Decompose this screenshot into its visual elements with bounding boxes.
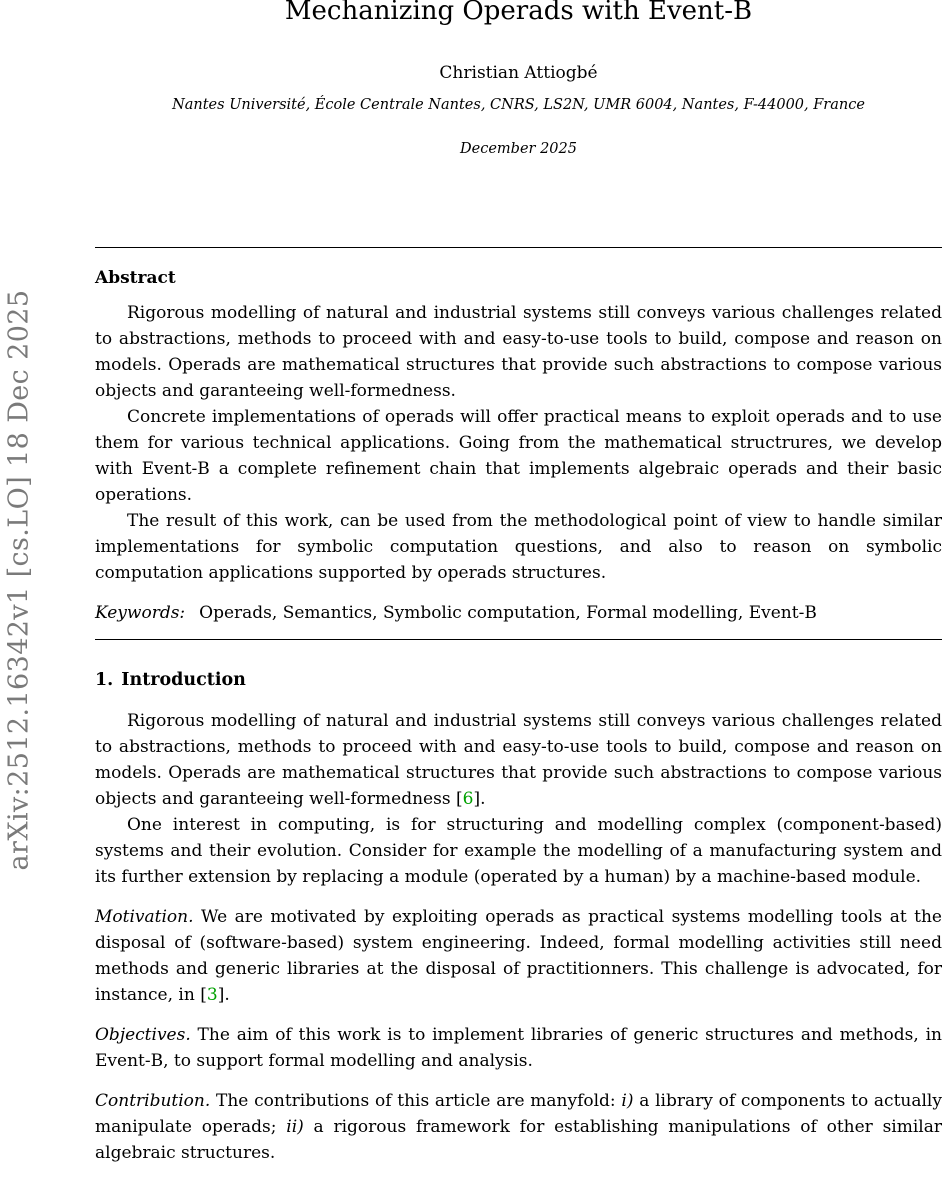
- citation-link[interactable]: 3: [206, 985, 218, 1005]
- keywords-list: Operads, Semantics, Symbolic computation, Formal modelling, Event-B: [199, 603, 817, 623]
- abstract-heading: Abstract: [95, 268, 176, 288]
- abstract-paragraph: Concrete implementations of operads will offer practical means to exploit operads and to use them for various technical applications. Going from the mathematical structrures, we develop with Event-B a complete refinement chain that implements algebraic operads and their basic operations.: [95, 407, 942, 505]
- abstract-paragraph: The result of this work, can be used from the methodological point of view to handle similar implementations for symbolic computation questions, and also to reason on symbolic computation applications supported by operads structures.: [95, 511, 942, 583]
- section-title: Introduction: [121, 670, 246, 690]
- paragraph-text: The aim of this work is to implement libraries of generic structures and methods, in Event-B, to support formal modelling and analysis.: [95, 1025, 942, 1071]
- paper-title: Mechanizing Operads with Event-B: [284, 0, 753, 26]
- section-heading-introduction: [95, 668, 246, 692]
- abstract-body: [95, 300, 942, 626]
- arxiv-sidebar: [3, 260, 35, 900]
- intro-paragraph: Rigorous modelling of natural and industrial systems still conveys various challenges related to abstractions, methods to proceed with and easy-to-use tools to build, compose and reason on models. Operads are mathematical structures that provide such abstractions to compose various objects and garanteeing well-formedness [6].: [95, 711, 942, 809]
- abstract-bottom-rule: [95, 639, 942, 640]
- contribution-paragraph: [95, 1088, 942, 1166]
- objectives-paragraph: [95, 1022, 942, 1074]
- author-name: Christian Attiogbé: [439, 63, 598, 83]
- paragraph-text: We are motivated by exploiting operads as practical systems modelling tools at the disposal of (software-based) system engineering. Indeed, formal modelling activities still need methods and generic libraries at the disposal of practitionners. This challenge is advocated, for instance, in: [95, 907, 942, 1005]
- paragraph-text: The contributions of this article are manyfold:: [210, 1091, 622, 1111]
- publication-date: December 2025: [460, 141, 577, 157]
- paragraph-text: Rigorous modelling of natural and industrial systems still conveys various challenges related to abstractions, methods to proceed with and easy-to-use tools to build, compose and reason on models. Operads are mathematical structures that provide such abstractions to compose various objects and garanteeing well-formedness: [95, 711, 942, 809]
- motivation-label: Motivation.: [95, 907, 194, 927]
- abstract-paragraph: Rigorous modelling of natural and industrial systems still conveys various challenges related to abstractions, methods to proceed with and easy-to-use tools to build, compose and reason on models. Operads are mathematical structures that provide such abstractions to compose various objects and garanteeing well-formedness.: [95, 303, 942, 401]
- affiliation: Nantes Université, École Centrale Nantes, CNRS, LS2N, UMR 6004, Nantes, F-44000, France: [172, 97, 865, 113]
- objectives-label: Objectives.: [95, 1025, 191, 1045]
- paragraph-text: a library of components to actually manipulate operads;: [95, 1091, 942, 1137]
- list-marker: i): [621, 1091, 634, 1111]
- introduction-body: [95, 708, 942, 1166]
- arxiv-identifier: arXiv:2512.16342v1 [cs.LO] 18 Dec 2025: [3, 289, 35, 871]
- keywords-label: Keywords:: [95, 603, 186, 623]
- top-rule: [95, 247, 942, 248]
- intro-paragraph: One interest in computing, is for structuring and modelling complex (component-based) systems and their evolution. Consider for example the modelling of a manufacturing system and its further extension by replacing a module (operated by a human) by a machine-based module.: [95, 815, 942, 887]
- list-marker: ii): [286, 1117, 304, 1137]
- contribution-label: Contribution.: [95, 1091, 211, 1111]
- motivation-paragraph: Motivation. We are motivated by exploiting operads as practical systems modelling tools at the disposal of (software-based) system engineering. Indeed, formal modelling activities still need methods and generic libraries at the disposal of practitionners. This challenge is advocated, for instance, in [3].: [95, 907, 942, 1005]
- section-number: 1.: [95, 670, 114, 690]
- paragraph-text: a rigorous framework for establishing manipulations of other similar algebraic structures.: [95, 1117, 942, 1163]
- keywords: [95, 600, 942, 626]
- citation-link[interactable]: 6: [462, 789, 474, 809]
